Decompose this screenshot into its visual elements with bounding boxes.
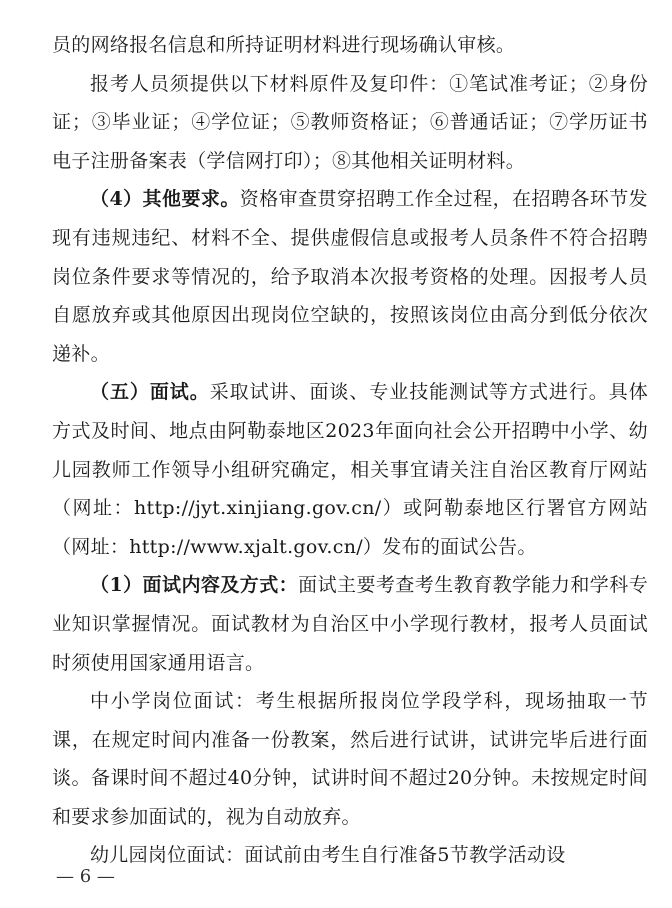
paragraph-text: 面试主要考查考生教育教学能力和学科专业知识掌握情况。面试教材为自治区中小学现行教材，报考人员面试时须使用国家通用语言。 (52, 574, 648, 674)
paragraph-4 (52, 373, 648, 566)
page-number: — 6 — (56, 866, 115, 887)
paragraph-heading: （1）面试内容及方式： (90, 574, 299, 597)
paragraph-text: 中小学岗位面试：考生根据所报岗位学段学科，现场抽取一节课，在规定时间内准备一份教案，然后进行试讲，试讲完毕后进行面谈。备课时间不超过40分钟，试讲时间不超过20分钟。未按规定时间和要求参加面试的，视为自动放弃。 (52, 690, 648, 828)
paragraph-3 (52, 180, 648, 373)
paragraph-6 (52, 682, 648, 836)
paragraph-2 (52, 65, 648, 181)
paragraph-heading: （4）其他要求。 (90, 188, 240, 211)
paragraph-1 (52, 26, 648, 65)
paragraph-5 (52, 566, 648, 682)
paragraph-7 (52, 836, 648, 875)
document-page (52, 26, 648, 875)
paragraph-text: 资格审查贯穿招聘工作全过程，在招聘各环节发现有违规违纪、材料不全、提供虚假信息或报考人员条件不符合招聘岗位条件要求等情况的，给予取消本次报考资格的处理。因报考人员自愿放弃或其他原因出现岗位空缺的，按照该岗位由高分到低分依次递补。 (52, 188, 648, 365)
paragraph-text: 员的网络报名信息和所持证明材料进行现场确认审核。 (52, 34, 516, 56)
paragraph-text: 报考人员须提供以下材料原件及复印件：①笔试准考证；②身份证；③毕业证；④学位证；⑤教师资格证；⑥普通话证；⑦学历证书电子注册备案表（学信网打印）；⑧其他相关证明材料。 (52, 72, 648, 172)
paragraph-text: 幼儿园岗位面试：面试前由考生自行准备5节教学活动设 (90, 844, 566, 867)
paragraph-text: 采取试讲、面谈、专业技能测试等方式进行。具体方式及时间、地点由阿勒泰地区2023年面向社会公开招聘中小学、幼儿园教师工作领导小组研究确定，相关事宜请关注自治区教育厅网站（网址：http://jyt.xinjiang.gov.cn/）或阿勒泰地区行署官方网站（网址：http://www.xjalt.gov.cn/）发布的面试公告。 (52, 381, 648, 558)
paragraph-heading: （五）面试。 (90, 381, 210, 404)
